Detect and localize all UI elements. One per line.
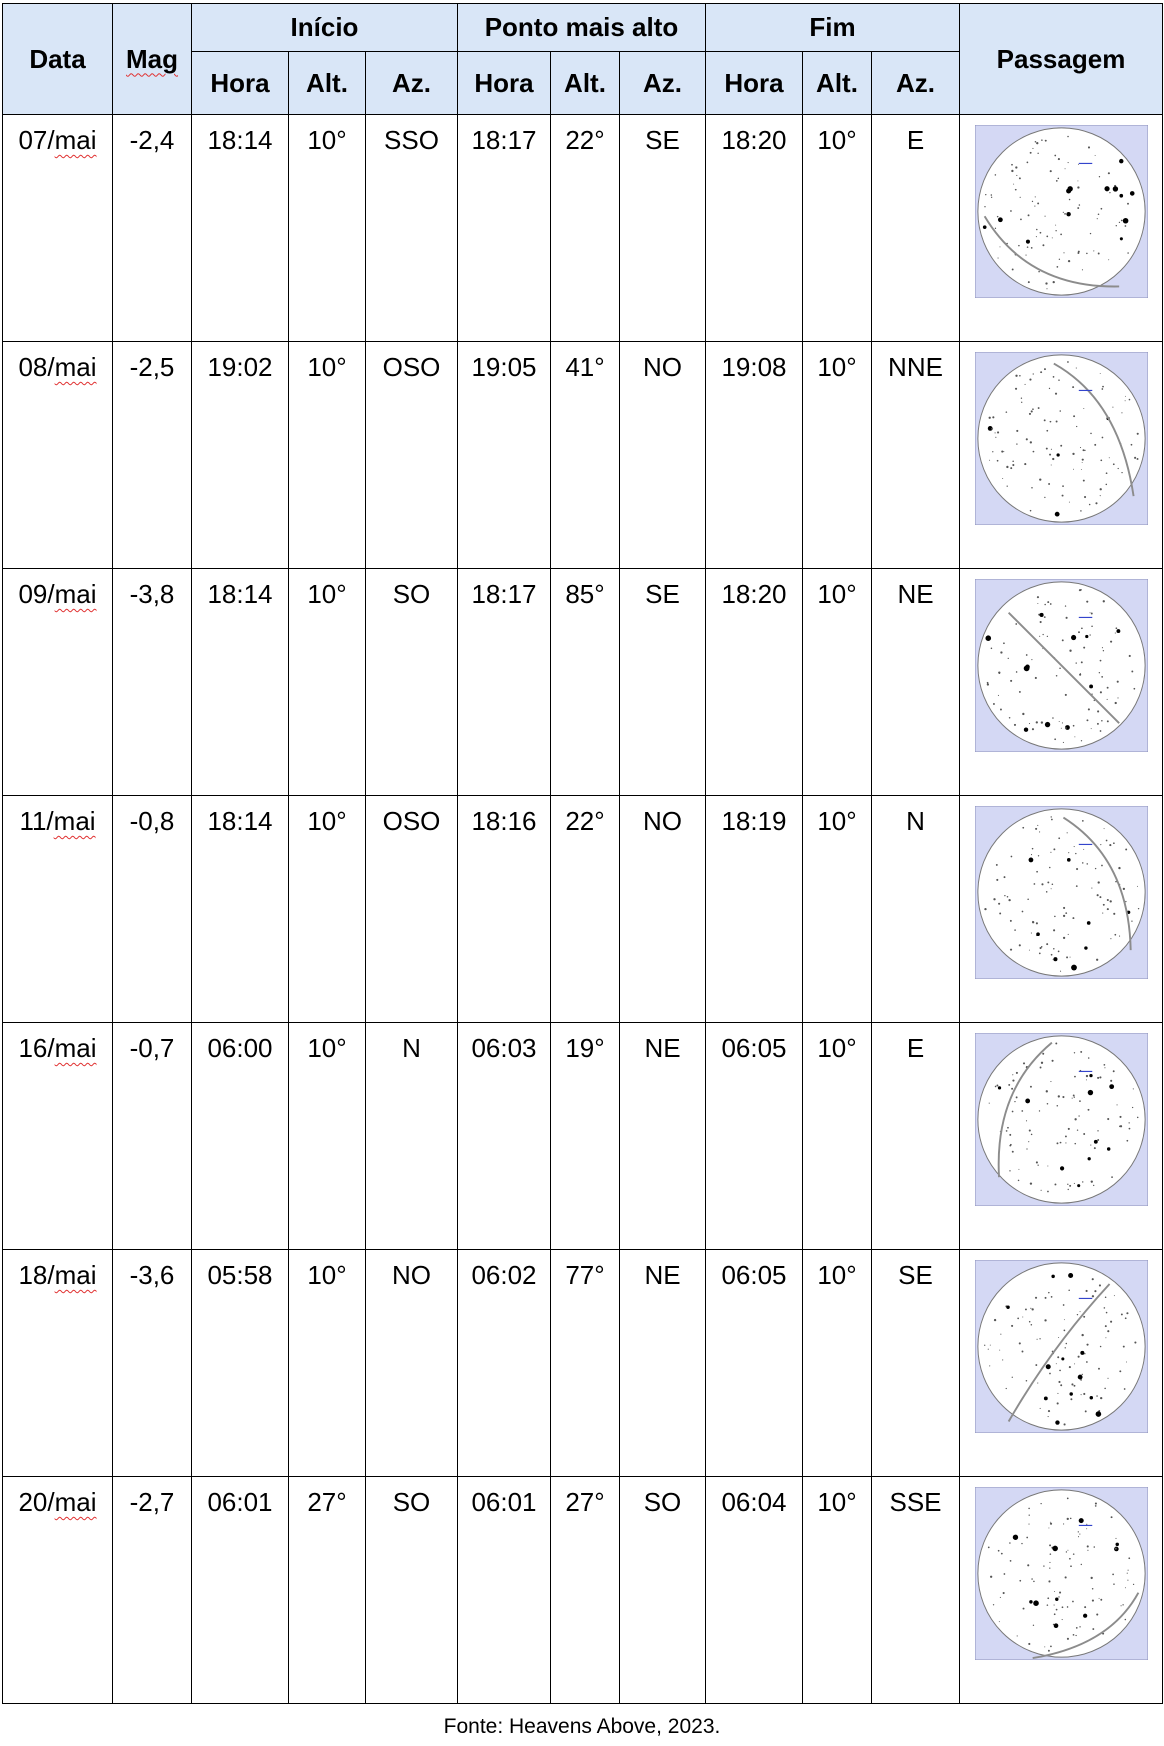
cell-alto-az: NO [620, 342, 706, 569]
date-month: mai [53, 806, 96, 836]
cell-fim-hora: 06:04 [706, 1477, 803, 1704]
date-day: 16/ [18, 1033, 55, 1063]
cell-inicio-az: OSO [366, 796, 458, 1023]
cell-alto-alt: 27° [551, 1477, 620, 1704]
subheader-fim-alt: Alt. [803, 52, 872, 115]
cell-inicio-az: OSO [366, 342, 458, 569]
sky-chart-image [975, 1487, 1148, 1660]
header-passagem: Passagem [960, 4, 1163, 115]
cell-alto-alt: 41° [551, 342, 620, 569]
cell-fim-alt: 10° [803, 1477, 872, 1704]
cell-data [3, 1477, 113, 1704]
sky-chart-image [975, 1033, 1148, 1206]
cell-inicio-az: NO [366, 1250, 458, 1477]
cell-inicio-hora: 06:00 [192, 1023, 289, 1250]
cell-mag: -3,8 [113, 569, 192, 796]
cell-alto-hora: 18:17 [458, 115, 551, 342]
date-day: 20/ [18, 1487, 55, 1517]
cell-passagem [960, 1477, 1163, 1704]
header-inicio: Início [192, 4, 458, 52]
cell-alto-az: NE [620, 1023, 706, 1250]
cell-mag: -2,4 [113, 115, 192, 342]
subheader-inicio-hora: Hora [192, 52, 289, 115]
sky-chart-image [975, 806, 1148, 979]
table-row [3, 1250, 1163, 1477]
cell-mag: -3,6 [113, 1250, 192, 1477]
cell-passagem [960, 115, 1163, 342]
cell-inicio-alt: 10° [289, 342, 366, 569]
cell-alto-alt: 85° [551, 569, 620, 796]
cell-inicio-alt: 10° [289, 569, 366, 796]
subheader-fim-az: Az. [872, 52, 960, 115]
cell-fim-alt: 10° [803, 115, 872, 342]
date-day: 18/ [18, 1260, 55, 1290]
cell-alto-az: SE [620, 569, 706, 796]
iss-passes-table [2, 3, 1163, 1704]
cell-inicio-az: SO [366, 1477, 458, 1704]
subheader-fim-hora: Hora [706, 52, 803, 115]
subheader-inicio-az: Az. [366, 52, 458, 115]
date-day: 09/ [18, 579, 55, 609]
cell-fim-alt: 10° [803, 342, 872, 569]
cell-inicio-alt: 10° [289, 1023, 366, 1250]
cell-alto-hora: 06:02 [458, 1250, 551, 1477]
cell-alto-az: SE [620, 115, 706, 342]
cell-inicio-alt: 27° [289, 1477, 366, 1704]
cell-alto-hora: 19:05 [458, 342, 551, 569]
header-mag: Mag [113, 4, 192, 115]
cell-fim-az: E [872, 115, 960, 342]
date-month: mai [54, 1260, 97, 1290]
cell-inicio-alt: 10° [289, 796, 366, 1023]
date-day: 08/ [18, 352, 55, 382]
source-caption: Fonte: Heavens Above, 2023. [443, 1715, 721, 1738]
header-fim: Fim [706, 4, 960, 52]
cell-fim-hora: 06:05 [706, 1023, 803, 1250]
cell-fim-alt: 10° [803, 796, 872, 1023]
cell-alto-hora: 18:16 [458, 796, 551, 1023]
cell-alto-az: SO [620, 1477, 706, 1704]
cell-inicio-hora: 19:02 [192, 342, 289, 569]
cell-alto-az: NE [620, 1250, 706, 1477]
cell-alto-az: NO [620, 796, 706, 1023]
cell-mag: -0,8 [113, 796, 192, 1023]
header-data: Data [3, 4, 113, 115]
cell-passagem [960, 569, 1163, 796]
date-month: mai [54, 352, 97, 382]
sky-chart-image [975, 125, 1148, 298]
cell-fim-az: NNE [872, 342, 960, 569]
cell-fim-hora: 19:08 [706, 342, 803, 569]
cell-inicio-hora: 05:58 [192, 1250, 289, 1477]
header-ponto-mais-alto: Ponto mais alto [458, 4, 706, 52]
cell-fim-az: SSE [872, 1477, 960, 1704]
cell-alto-alt: 22° [551, 796, 620, 1023]
cell-data [3, 796, 113, 1023]
cell-inicio-az: N [366, 1023, 458, 1250]
table-row [3, 569, 1163, 796]
cell-fim-hora: 18:20 [706, 569, 803, 796]
cell-fim-az: NE [872, 569, 960, 796]
cell-mag: -2,7 [113, 1477, 192, 1704]
cell-alto-alt: 22° [551, 115, 620, 342]
cell-alto-hora: 06:01 [458, 1477, 551, 1704]
table-row [3, 1023, 1163, 1250]
cell-fim-hora: 06:05 [706, 1250, 803, 1477]
cell-alto-alt: 19° [551, 1023, 620, 1250]
cell-passagem [960, 796, 1163, 1023]
cell-fim-az: E [872, 1023, 960, 1250]
cell-inicio-az: SO [366, 569, 458, 796]
cell-data [3, 342, 113, 569]
date-month: mai [54, 579, 97, 609]
cell-data [3, 115, 113, 342]
cell-fim-az: SE [872, 1250, 960, 1477]
cell-mag: -0,7 [113, 1023, 192, 1250]
cell-fim-az: N [872, 796, 960, 1023]
cell-passagem [960, 1023, 1163, 1250]
cell-alto-hora: 06:03 [458, 1023, 551, 1250]
cell-inicio-az: SSO [366, 115, 458, 342]
cell-inicio-hora: 18:14 [192, 796, 289, 1023]
table-row [3, 342, 1163, 569]
cell-passagem [960, 342, 1163, 569]
subheader-alto-alt: Alt. [551, 52, 620, 115]
cell-inicio-alt: 10° [289, 1250, 366, 1477]
cell-fim-hora: 18:20 [706, 115, 803, 342]
sky-chart-image [975, 579, 1148, 752]
date-day: 07/ [18, 125, 55, 155]
cell-fim-alt: 10° [803, 1023, 872, 1250]
table-row [3, 796, 1163, 1023]
cell-inicio-alt: 10° [289, 115, 366, 342]
cell-data [3, 1023, 113, 1250]
cell-fim-alt: 10° [803, 569, 872, 796]
cell-fim-alt: 10° [803, 1250, 872, 1477]
cell-mag: -2,5 [113, 342, 192, 569]
sky-chart-image [975, 1260, 1148, 1433]
cell-passagem [960, 1250, 1163, 1477]
date-month: mai [54, 1487, 97, 1517]
cell-inicio-hora: 18:14 [192, 115, 289, 342]
date-day: 11/ [19, 806, 54, 836]
subheader-inicio-alt: Alt. [289, 52, 366, 115]
table-row [3, 115, 1163, 342]
cell-data [3, 569, 113, 796]
cell-inicio-hora: 06:01 [192, 1477, 289, 1704]
cell-fim-hora: 18:19 [706, 796, 803, 1023]
subheader-alto-hora: Hora [458, 52, 551, 115]
table-row [3, 1477, 1163, 1704]
sky-chart-image [975, 352, 1148, 525]
cell-inicio-hora: 18:14 [192, 569, 289, 796]
date-month: mai [54, 125, 97, 155]
cell-alto-hora: 18:17 [458, 569, 551, 796]
cell-data [3, 1250, 113, 1477]
date-month: mai [54, 1033, 97, 1063]
cell-alto-alt: 77° [551, 1250, 620, 1477]
subheader-alto-az: Az. [620, 52, 706, 115]
table-body [3, 115, 1163, 1704]
